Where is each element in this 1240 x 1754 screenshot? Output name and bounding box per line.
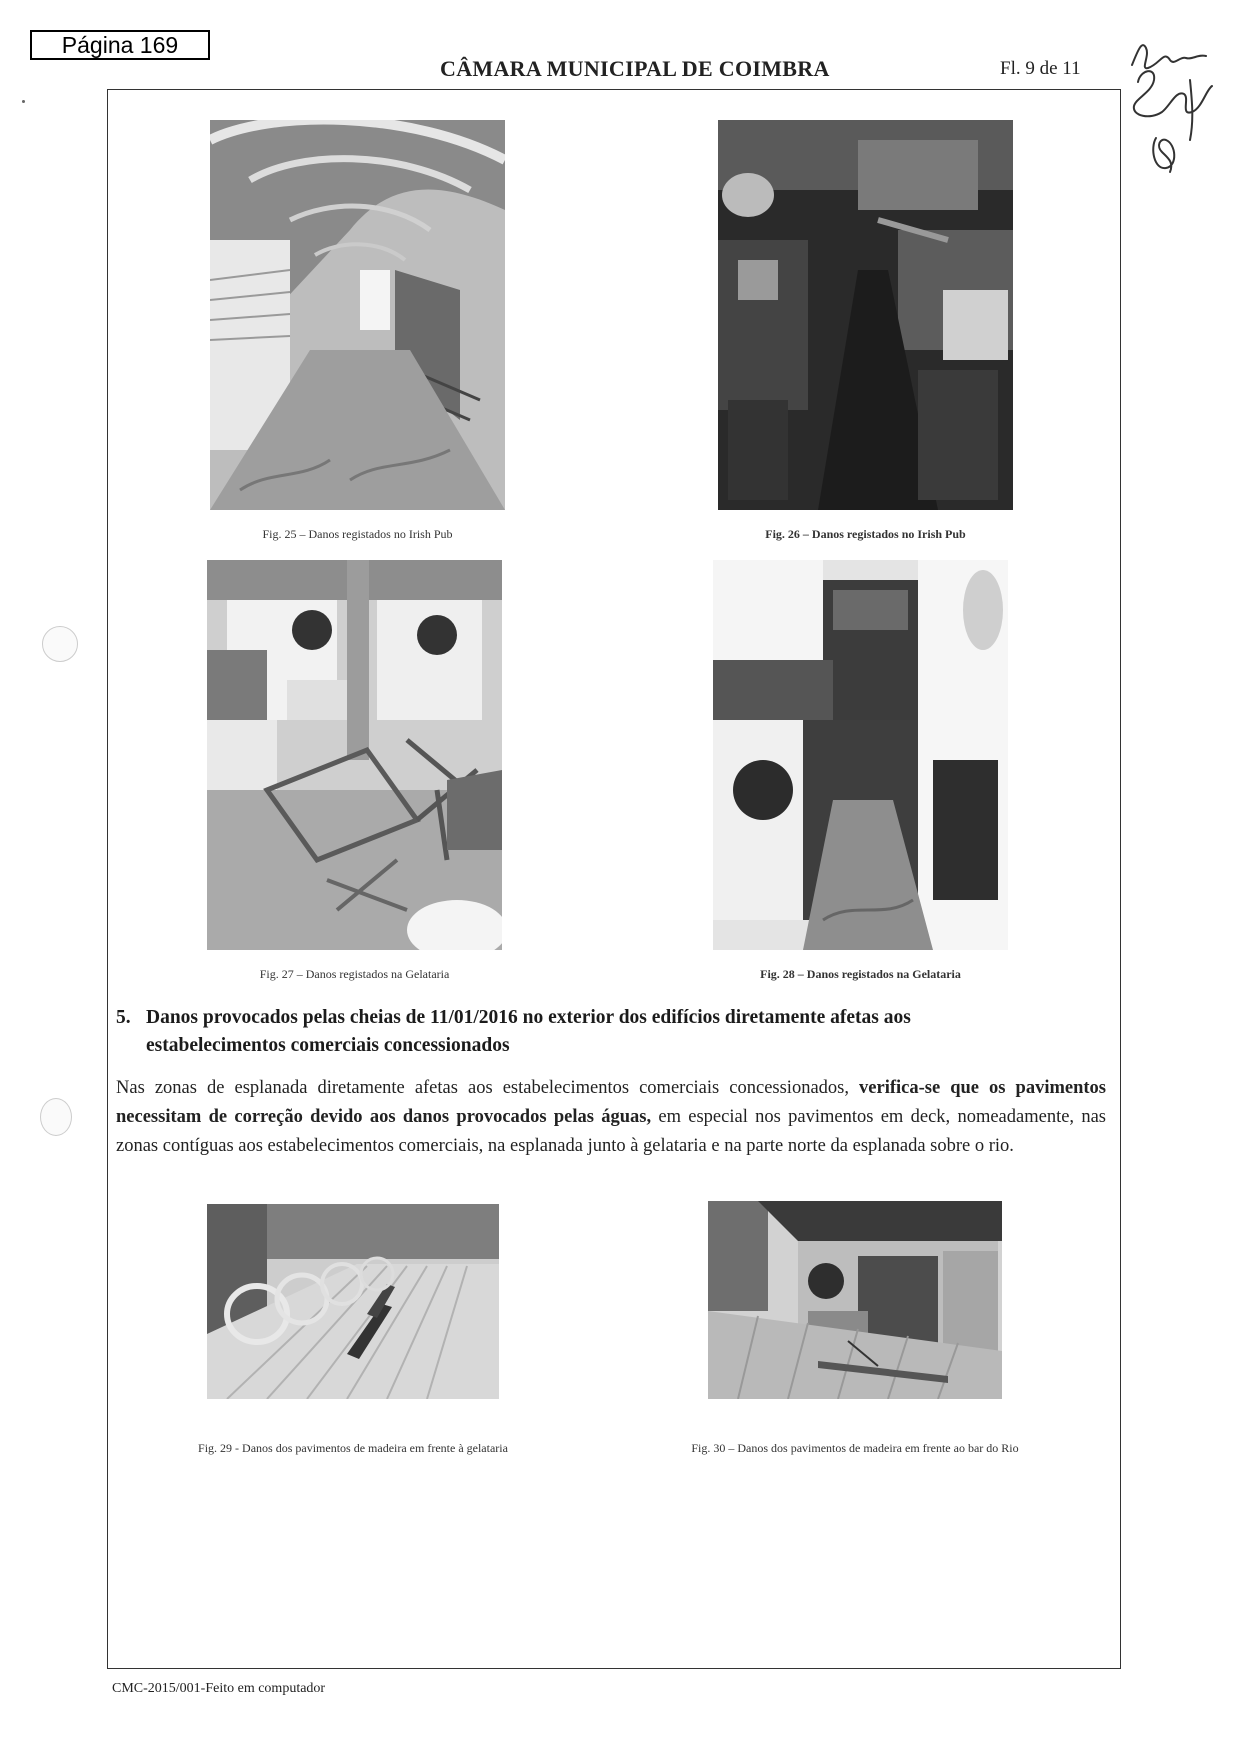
figure-27-photo xyxy=(207,560,502,950)
paragraph-part2: em especial nos pavimentos em deck, nomeadamente, nas zonas contíguas aos estabelecimentos comerciais, na esplanada junto à gelataria e na parte norte da esplanada sobre o rio. xyxy=(116,1107,1106,1156)
section-paragraph xyxy=(116,1074,1106,1161)
handwritten-signature xyxy=(1120,20,1230,180)
figure-26-caption: Fig. 26 – Danos registados no Irish Pub xyxy=(765,527,966,541)
punch-hole-bottom xyxy=(40,1098,72,1136)
figure-30-photo xyxy=(708,1201,1002,1399)
punch-hole-top xyxy=(42,626,78,662)
section-number: 5. xyxy=(116,1007,131,1028)
scan-speck xyxy=(22,100,25,103)
figure-28-caption: Fig. 28 – Danos registados na Gelataria xyxy=(760,967,961,981)
section-heading xyxy=(116,1004,1106,1060)
figure-29-caption: Fig. 29 - Danos dos pavimentos de madeira em frente à gelataria xyxy=(198,1441,508,1455)
figure-25-caption: Fig. 25 – Danos registados no Irish Pub xyxy=(262,527,453,541)
section-heading-line1: Danos provocados pelas cheias de 11/01/2016 no exterior dos edifícios diretamente afetas aos xyxy=(146,1007,911,1028)
paragraph-part1: Nas zonas de esplanada diretamente afetas aos estabelecimentos comerciais concessionados, xyxy=(116,1078,860,1098)
figure-30-caption: Fig. 30 – Danos dos pavimentos de madeira em frente ao bar do Rio xyxy=(691,1441,1019,1455)
figure-26-photo xyxy=(718,120,1013,510)
footer-form-code: CMC-2015/001-Feito em computador xyxy=(112,1681,326,1696)
figure-29-photo xyxy=(207,1204,499,1399)
figure-25-photo xyxy=(210,120,505,510)
sheet-number: Fl. 9 de 11 xyxy=(1000,58,1081,79)
section-heading-line2: estabelecimentos comerciais concessionados xyxy=(146,1035,510,1056)
page-label: Página 169 xyxy=(30,30,210,60)
header-title: CÂMARA MUNICIPAL DE COIMBRA xyxy=(440,56,830,81)
figure-28-photo xyxy=(713,560,1008,950)
figure-27-caption: Fig. 27 – Danos registados na Gelataria xyxy=(259,967,450,981)
paragraph-bold: verifica-se que os pavimentos necessitam de correção devido aos danos provocados pelas águas, xyxy=(116,1078,1106,1127)
